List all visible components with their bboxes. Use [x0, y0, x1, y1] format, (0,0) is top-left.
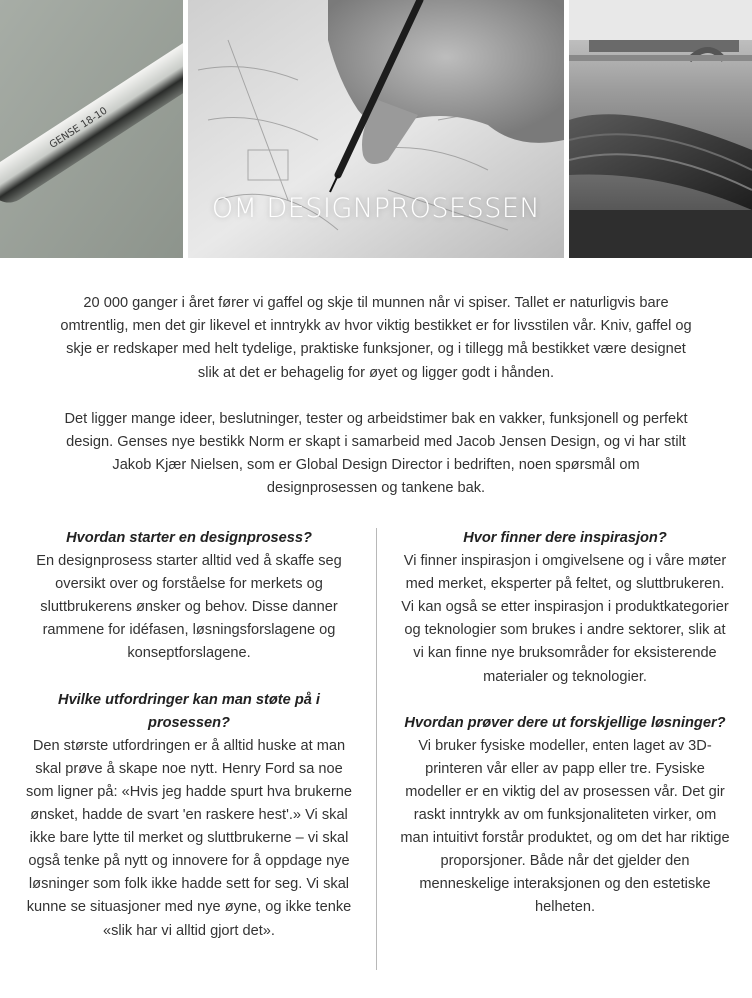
intro-paragraph: 20 000 ganger i året fører vi gaffel og skje til munnen når vi spiser. Tallet er naturligvis bare omtrentlig, men det gir likevel et inntrykk av hvor viktig bestikket er for livsstilen vår. Kniv, gaffel og skje er redskaper med helt tydelige, praktiske funksjoner, og i tillegg må bestikket være designet slik at det er behagelig for øyet og ligger godt i hånden. [60, 295, 692, 381]
intro-section [60, 292, 692, 524]
engraving-text: GENSE 18-10 [47, 105, 110, 151]
column-divider [376, 528, 377, 970]
hero-banner [0, 0, 752, 258]
answer-text: Den største utfordringen er å alltid huske at man skal prøve å skape noe nytt. Henry Ford sa noe som ligner på: «Hvis jeg hadde spurt hva brukerne ønsket, hadde de svart 'en raskere hest'.» Vi skal ikke bare lytte til merket og sluttbrukerne – vi skal også tenke på nytt og innovere for å oppdage nye løsninger som folk ikke hadde sett for seg. Vi skal kunne se situasjoner med nye øyne, og ikke tenke «slik har vi alltid gjort det». [25, 737, 353, 939]
right-column [398, 527, 732, 943]
3d-printer-photo [569, 0, 752, 258]
hero-title: OM DESIGNPROSESSEN [211, 193, 541, 224]
question-heading: Hvordan starter en designprosess? [66, 530, 312, 546]
intro-paragraph: Det ligger mange ideer, beslutninger, tester og arbeidstimer bak en vakker, funksjonell og perfekt design. Genses nye bestikk Norm er skapt i samarbeid med Jacob Jensen Design, og vi har stilt Jakob Kjær Nielsen, som er Global Design Director i bedriften, noen spørsmål om designprosessen og tankene bak. [64, 410, 688, 497]
left-column [22, 527, 356, 966]
question-heading: Hvor finner dere inspirasjon? [463, 530, 667, 546]
question-heading: Hvilke utfordringer kan man støte på i prosessen? [58, 691, 320, 731]
answer-text: En designprosess starter alltid ved å skaffe seg oversikt over og forståelse for merkets og sluttbrukerens ønsker og behov. Disse danner rammene for idéfasen, løsningsforslagene og konseptforslagene. [36, 553, 342, 662]
answer-text: Vi finner inspirasjon i omgivelsene og i våre møter med merket, eksperter på feltet, og sluttbrukeren. Vi kan også se etter inspirasjon i produktkategorier og teknologier som brukes i andre sektorer, slik at vi kan finne nye bruksområder for eksisterende materialer og teknologier. [401, 553, 729, 685]
answer-text: Vi bruker fysiske modeller, enten laget av 3D-printeren vår eller av papp eller tre. Fysiske modeller er en viktig del av prosessen vår. Det gir raskt inntrykk av om funksjonaliteten virker, om man intuitivt forstår produktet, og om det har riktige proporsjoner. Både når det gjelder den menneskelige interaksjonen og den estetiske helheten. [400, 737, 730, 916]
question-heading: Hvordan prøver dere ut forskjellige løsninger? [404, 714, 726, 731]
cutlery-handle-photo [0, 0, 183, 258]
